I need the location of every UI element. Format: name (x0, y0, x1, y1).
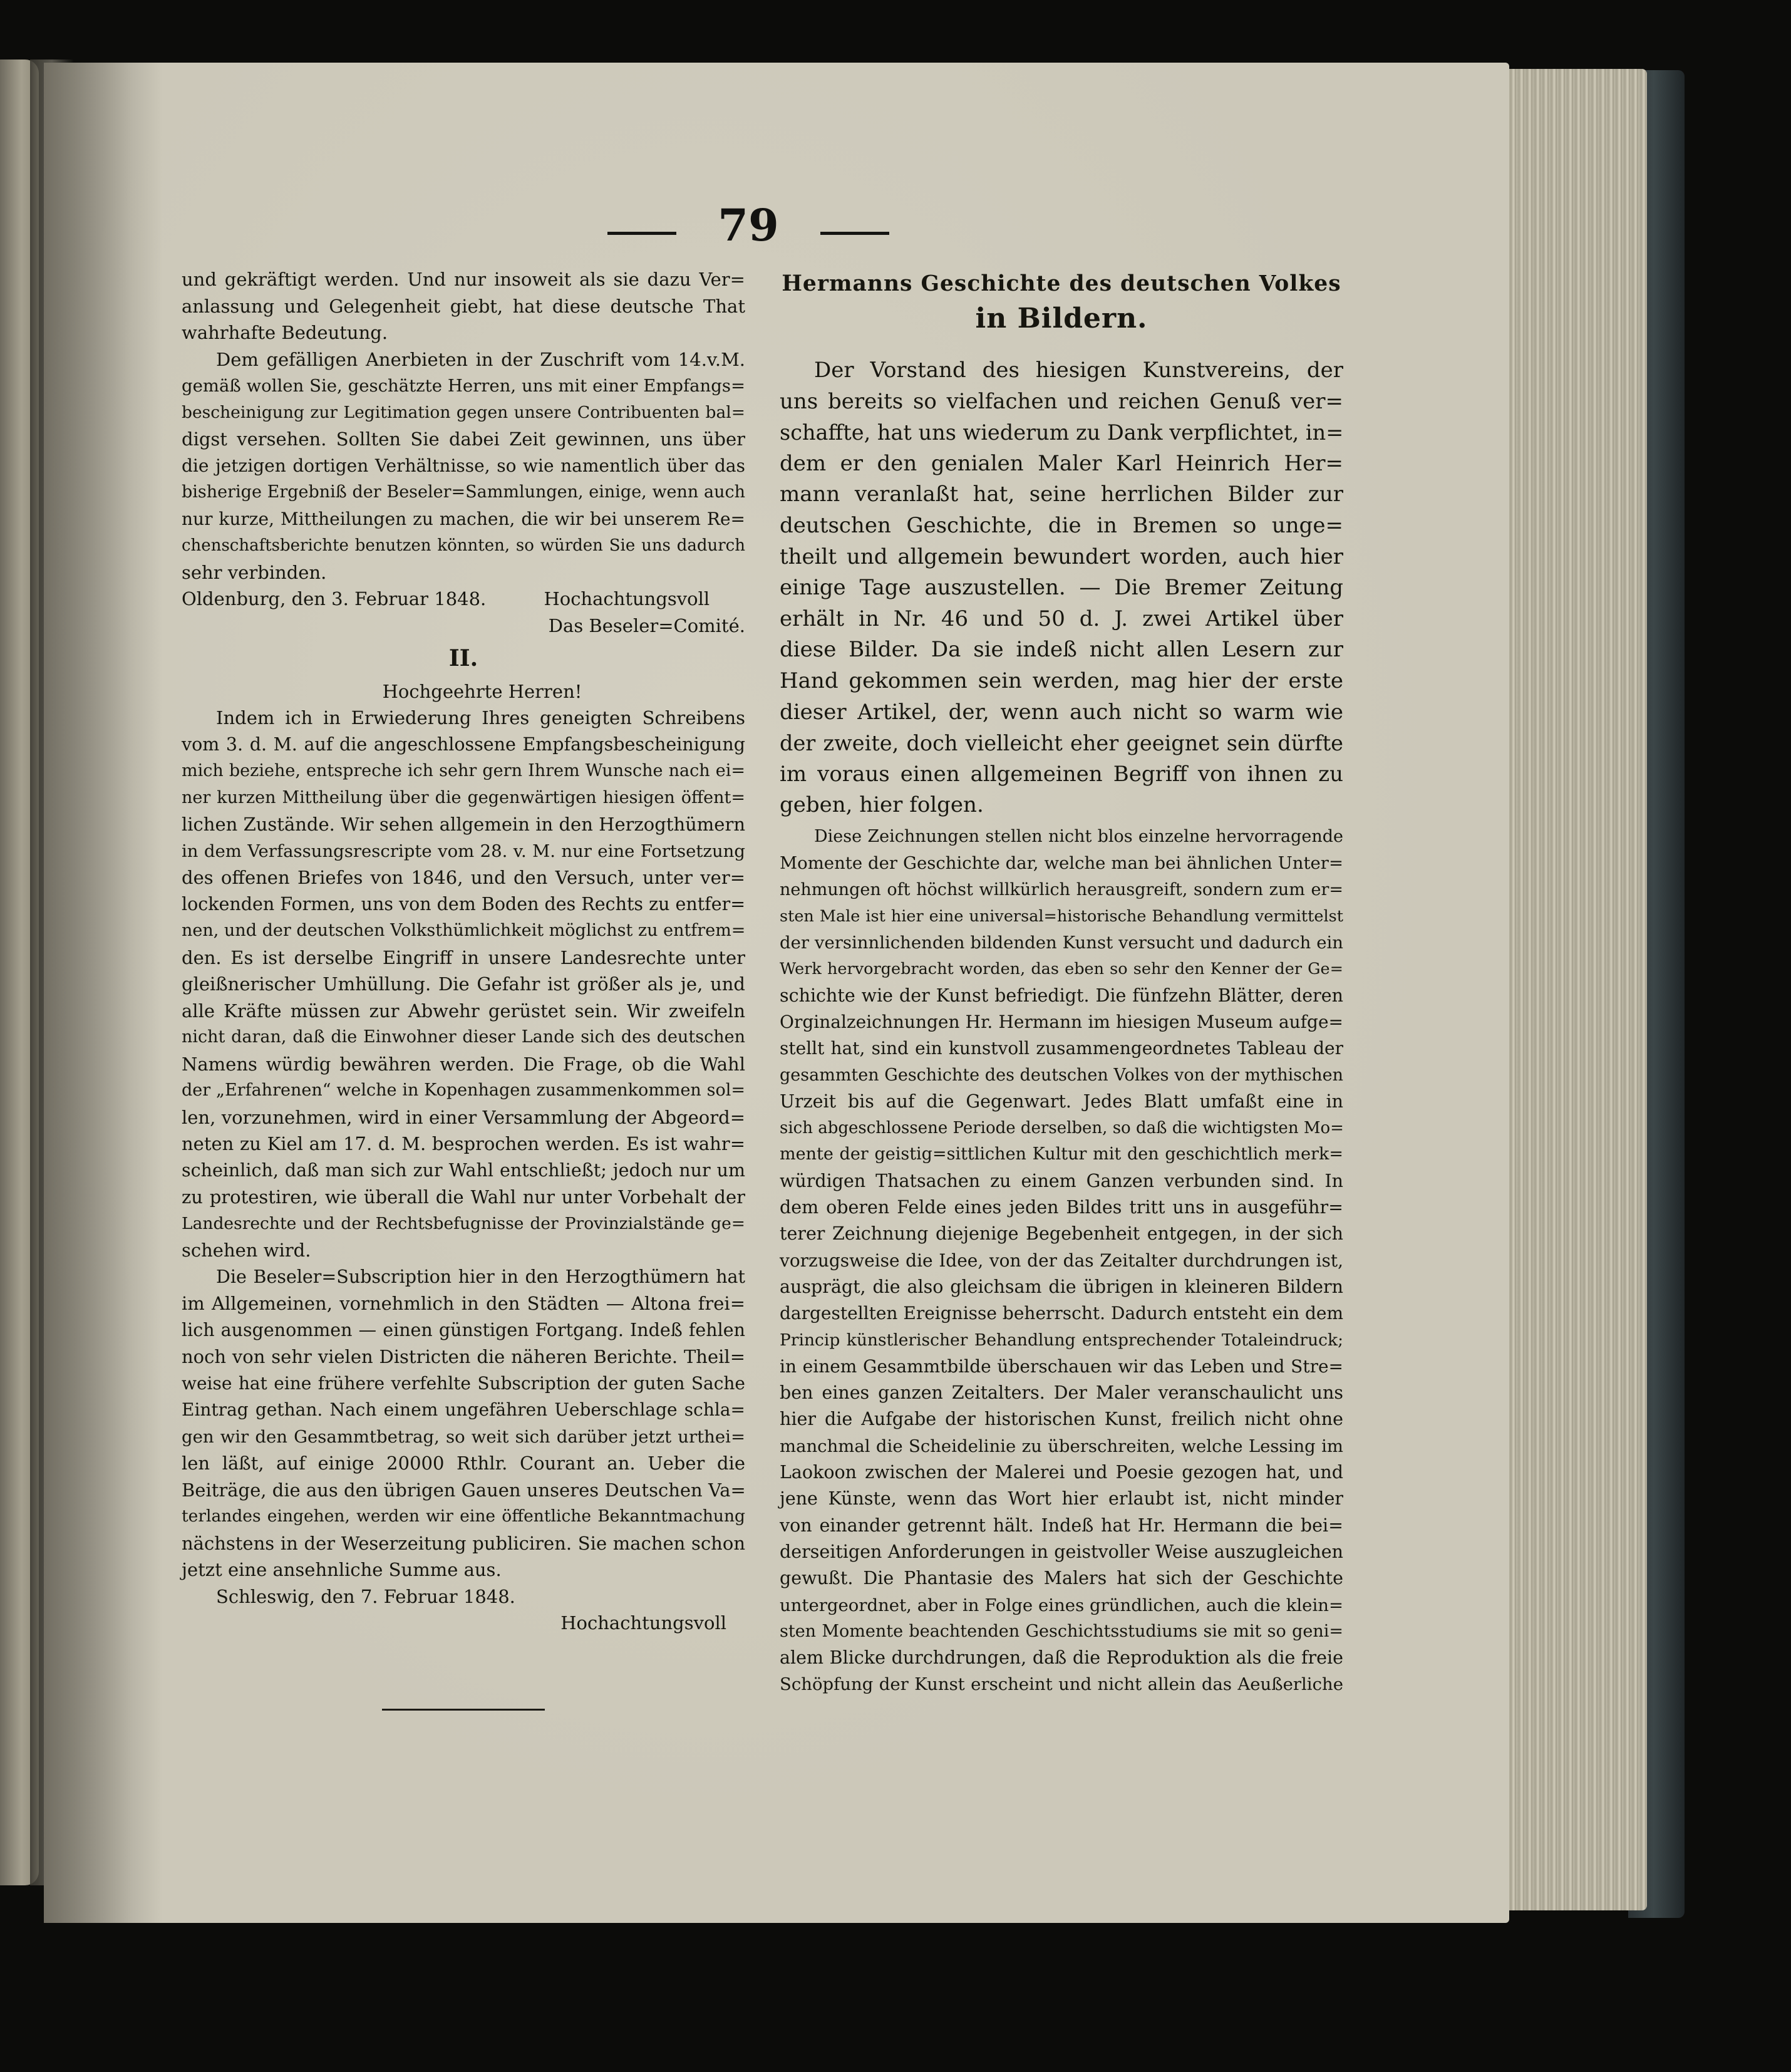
text-line: hier die Aufgabe der historischen Kunst, freilich nicht ohne (780, 1409, 1343, 1430)
text-line: Momente der Geschichte dar, welche man bei ähnlichen Unter= (780, 853, 1343, 874)
text-line: Eintrag gethan. Nach einem ungefähren Ueberschlage schla= (182, 1399, 745, 1420)
text-line: untergeordnet, aber in Folge eines gründlichen, auch die klein= (780, 1595, 1343, 1615)
text-line: digst versehen. Sollten Sie dabei Zeit gewinnen, uns über (182, 428, 745, 450)
text-line: bescheinigung zur Legitimation gegen unsere Contribuenten bal= (182, 402, 745, 422)
text-line: nehmungen oft höchst willkürlich herausgreift, sondern zum er= (780, 879, 1343, 899)
text-line: Der Vorstand des hiesigen Kunstvereins, der (814, 358, 1343, 383)
left-column (182, 266, 745, 1637)
text-line: Diese Zeichnungen stellen nicht blos einzelne hervorragende (814, 826, 1343, 846)
text-line: vom 3. d. M. auf die angeschlossene Empfangsbescheinigung (182, 733, 745, 755)
text-line: mich beziehe, entspreche ich sehr gern Ihrem Wunsche nach ei= (182, 761, 745, 780)
text-line: wahrhafte Bedeutung. (182, 322, 388, 343)
text-line: dem er den genialen Maler Karl Heinrich Her= (780, 450, 1343, 476)
text-line: sehr verbinden. (182, 561, 327, 583)
article-title (780, 266, 1343, 336)
page-number-header (601, 188, 896, 263)
text-line: des offenen Briefes von 1846, und den Versuch, unter ver= (182, 867, 745, 888)
text-line: ausprägt, die also gleichsam die übrigen in kleineren Bildern (780, 1276, 1343, 1297)
text-line: der versinnlichenden bildenden Kunst versucht und dadurch ein (780, 933, 1343, 953)
gutter-shadow (44, 63, 163, 1923)
text-line: len, vorzunehmen, wird in einer Versammlung der Abgeord= (182, 1106, 745, 1128)
text-line: diese Bilder. Da sie indeß nicht allen Lesern zur (780, 637, 1343, 663)
text-line: uns bereits so vielfachen und reichen Genuß ver= (780, 388, 1343, 414)
text-line: terlandes eingehen, werden wir eine öffentliche Bekanntmachung (182, 1506, 745, 1526)
text-line: nur kurze, Mittheilungen zu machen, die wir bei unserem Re= (182, 508, 745, 529)
text-line: stellt hat, sind ein kunstvoll zusammengeordnetes Tableau der (780, 1038, 1343, 1059)
text-line: Schöpfung der Kunst erscheint und nicht allein das Aeußerliche (780, 1674, 1343, 1695)
text-line: in dem Verfassungsrescripte vom 28. v. M. nur eine Fortsetzung (182, 841, 745, 861)
text-line: im Allgemeinen, vornehmlich in den Städten — Altona frei= (182, 1293, 745, 1314)
text-line: zu protestiren, wie überall die Wahl nur unter Vorbehalt der (182, 1186, 745, 1208)
text-line: lockenden Formen, uns von dem Boden des Rechts zu entfer= (182, 893, 746, 914)
text-line: bisherige Ergebniß der Beseler=Sammlungen, einige, wenn auch (182, 482, 745, 502)
text-line: gen wir den Gesammtbetrag, so weit sich darüber jetzt urthei= (182, 1426, 745, 1447)
text-line: schehen wird. (182, 1240, 311, 1261)
text-line: anlassung und Gelegenheit giebt, hat diese deutsche That (182, 295, 745, 317)
text-line: neten zu Kiel am 17. d. M. besprochen werden. Es ist wahr= (182, 1133, 745, 1154)
text-line: Urzeit bis auf die Gegenwart. Jedes Blatt umfaßt eine in (780, 1090, 1343, 1112)
text-line: den. Es ist derselbe Eingriff in unsere Landesrechte unter (182, 946, 745, 968)
text-line: jene Künste, wenn das Wort hier erlaubt ist, nicht minder (780, 1488, 1343, 1510)
text-line: im voraus einen allgemeinen Begriff von ihnen zu (780, 761, 1343, 787)
text-line: Namens würdig bewähren werden. Die Frage, ob die Wahl (182, 1053, 745, 1075)
text-line: ben eines ganzen Zeitalters. Der Maler veranschaulicht uns (780, 1382, 1343, 1404)
text-line: derseitigen Anforderungen in geistvoller Weise auszugleichen (780, 1541, 1343, 1562)
title-line: Hermanns Geschichte des deutschen Volkes (782, 271, 1341, 296)
text-line: alle Kräfte müssen zur Abwehr gerüstet sein. Wir zweifeln (182, 1000, 745, 1022)
text-line: mann veranlaßt hat, seine herrlichen Bilder zur (780, 482, 1343, 507)
page-number: 79 (718, 199, 779, 251)
signature: Das Beseler=Comité. (548, 614, 745, 636)
article-body (780, 824, 1343, 1698)
text-line: gemäß wollen Sie, geschätzte Herren, uns mit einer Empfangs= (182, 376, 745, 396)
text-line: dem oberen Felde eines jeden Bildes tritt uns in ausgeführ= (780, 1197, 1343, 1218)
text-line: lich ausgenommen — einen günstigen Fortgang. Indeß fehlen (182, 1319, 745, 1340)
signature: Hochachtungsvoll (560, 1612, 726, 1634)
text-line: Hand gekommen sein werden, mag hier der erste (780, 668, 1343, 693)
salutation: Hochgeehrte Herren! (382, 680, 582, 702)
page-block-edges (1500, 69, 1647, 1910)
text-line: gesammten Geschichte des deutschen Volkes von der mythischen (780, 1065, 1343, 1085)
text-line: Die Beseler=Subscription hier in den Herzogthümern hat (216, 1266, 745, 1287)
text-line: dargestellten Ereignisse beherrscht. Dadurch entsteht ein dem (780, 1303, 1343, 1324)
end-rule (382, 1709, 545, 1711)
header-rule-right (820, 232, 889, 235)
text-line: die jetzigen dortigen Verhältnisse, so wie namentlich über das (182, 455, 745, 476)
section-number: II. (448, 645, 478, 671)
text-line: Werk hervorgebracht worden, das eben so sehr den Kenner der Ge= (780, 960, 1343, 979)
text-line: len läßt, auf einige 20000 Rthlr. Courant an. Ueber die (182, 1453, 745, 1474)
text-line: vorzugsweise die Idee, von der das Zeitalter durchdrungen ist, (780, 1250, 1343, 1271)
text-line: nächstens in der Weserzeitung publiciren. Sie machen schon (182, 1532, 745, 1554)
text-line: scheinlich, daß man sich zur Wahl entschließt; jedoch nur um (182, 1159, 745, 1181)
text-line: schaffte, hat uns wiederum zu Dank verpflichtet, in= (780, 420, 1344, 445)
text-line: in einem Gesammtbilde überschauen wir das Leben und Stre= (780, 1355, 1343, 1377)
text-line: Landesrechte und der Rechtsbefugnisse der Provinzialstände ge= (182, 1213, 745, 1233)
text-line: Orginalzeichnungen Hr. Hermann im hiesigen Museum aufge= (780, 1011, 1343, 1032)
text-line: gewußt. Die Phantasie des Malers hat sich der Geschichte (780, 1568, 1343, 1589)
text-line: noch von sehr vielen Districten die näheren Berichte. Theil= (182, 1346, 745, 1367)
text-line: schichte wie der Kunst befriedigt. Die fünfzehn Blätter, deren (780, 985, 1343, 1006)
text-line: der „Erfahrenen“ welche in Kopenhagen zusammenkommen sol= (182, 1080, 745, 1100)
text-line: gleißnerischer Umhüllung. Die Gefahr ist größer als je, und (182, 973, 745, 995)
text-line: lichen Zustände. Wir sehen allgemein in den Herzogthümern (182, 814, 745, 835)
text-line: sten Male ist hier eine universal=historische Behandlung vermittelst (780, 906, 1343, 926)
text-line: sich abgeschlossene Periode derselben, so daß die wichtigsten Mo= (780, 1119, 1344, 1138)
right-column (780, 266, 1343, 1698)
dateline: Schleswig, den 7. Februar 1848. (216, 1585, 515, 1607)
text-line: der zweite, doch vielleicht eher geeignet sein dürfte (780, 731, 1343, 756)
text-line: Princip künstlerischer Behandlung entsprechender Totaleindruck; (780, 1330, 1343, 1350)
text-line: alem Blicke durchdrungen, daß die Reproduktion als die freie (780, 1647, 1343, 1669)
text-line: geben, hier folgen. (780, 792, 984, 818)
text-line: weise hat eine frühere verfehlte Subscription der guten Sache (182, 1372, 745, 1394)
text-line: theilt und allgemein bewundert worden, auch hier (780, 544, 1343, 569)
text-line: mente der geistig=sittlichen Kultur mit den geschichtlich merk= (780, 1144, 1343, 1164)
text-line: würdigen Thatsachen zu einem Ganzen verbunden sind. In (780, 1170, 1343, 1191)
text-line: Dem gefälligen Anerbieten in der Zuschrift vom 14.v.M. (216, 348, 745, 370)
title-line: in Bildern. (975, 303, 1148, 334)
text-line: nen, und der deutschen Volksthümlichkeit möglichst zu entfrem= (182, 921, 746, 940)
text-line: Beiträge, die aus den übrigen Gauen unseres Deutschen Va= (182, 1479, 746, 1501)
text-line: erhält in Nr. 46 und 50 d. J. zwei Artikel über (780, 606, 1343, 631)
article-intro (780, 355, 1343, 821)
text-line: Laokoon zwischen der Malerei und Poesie gezogen hat, und (780, 1462, 1343, 1483)
text-line: einige Tage auszustellen. — Die Bremer Zeitung (780, 575, 1343, 601)
text-line: sten Momente beachtenden Geschichtsstudiums sie mit so geni= (780, 1621, 1343, 1641)
text-line: nicht daran, daß die Einwohner dieser Lande sich des deutschen (182, 1027, 745, 1047)
text-line: von einander getrennt hält. Indeß hat Hr. Hermann die bei= (780, 1515, 1343, 1536)
text-line: chenschaftsberichte benutzen könnten, so würden Sie uns dadurch (182, 536, 745, 555)
text-line: manchmal die Scheidelinie zu überschreiten, welche Lessing im (780, 1436, 1343, 1456)
text-line: und gekräftigt werden. Und nur insoweit als sie dazu Ver= (182, 269, 745, 290)
text-line: dieser Artikel, der, wenn auch nicht so warm wie (780, 699, 1343, 725)
text-line: deutschen Geschichte, die in Bremen so unge= (780, 512, 1343, 538)
text-line: terer Zeichnung diejenige Begebenheit entgegen, in der sich (780, 1223, 1343, 1245)
text-line: ner kurzen Mittheilung über die gegenwärtigen hiesigen öffent= (182, 787, 745, 807)
dateline: Oldenburg, den 3. Februar 1848. Hochachtungsvoll (182, 588, 710, 609)
text-line: Indem ich in Erwiederung Ihres geneigten Schreibens (216, 707, 745, 728)
text-line: jetzt eine ansehnliche Summe aus. (182, 1559, 502, 1580)
